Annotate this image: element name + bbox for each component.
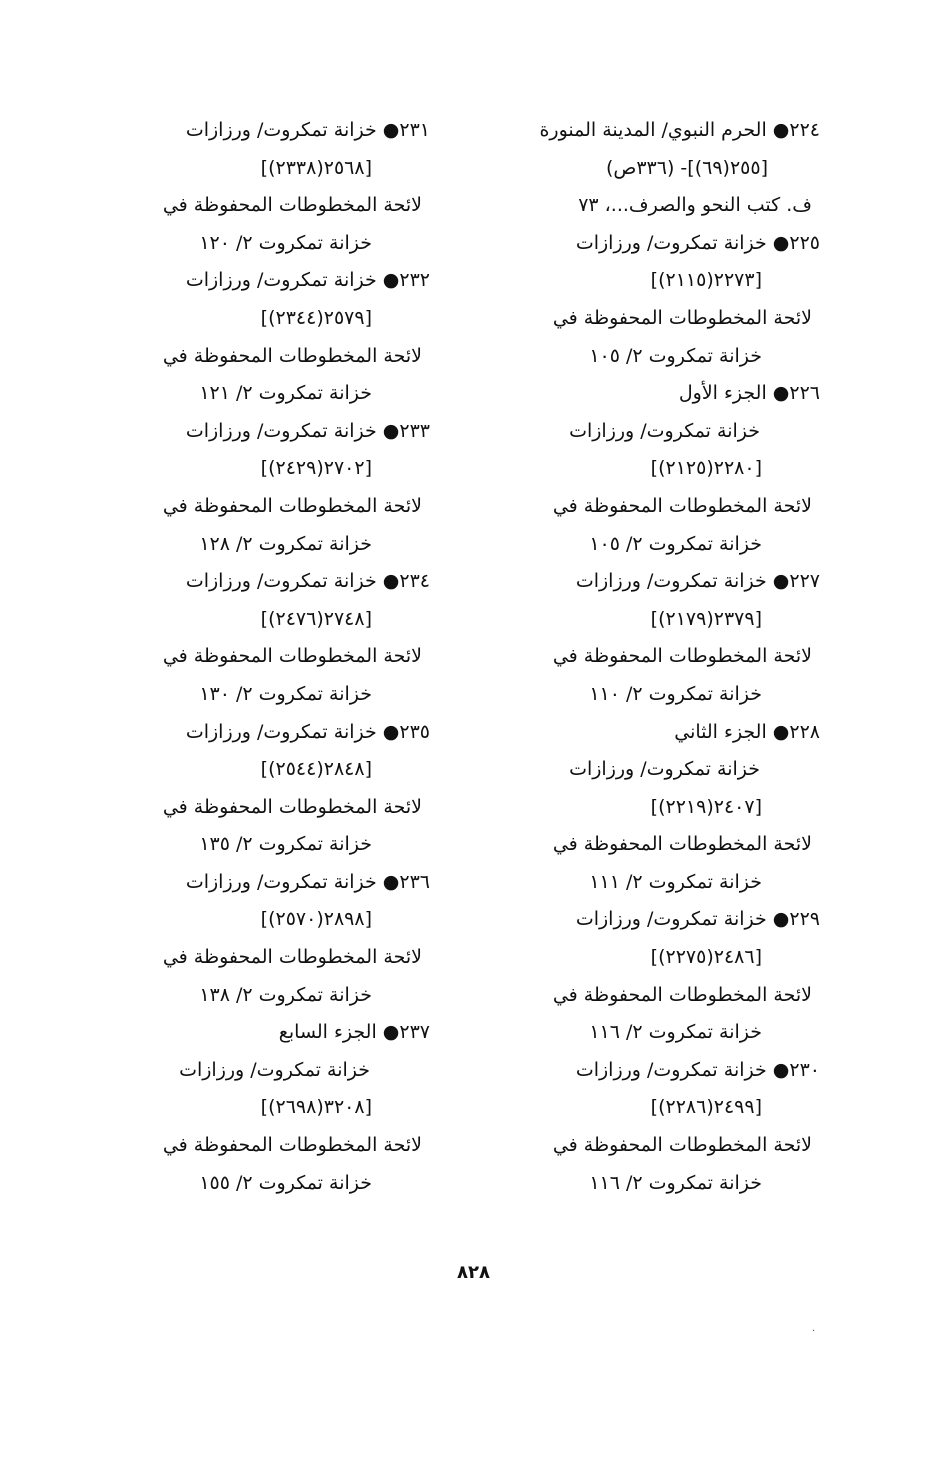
- catalog-entry-line: ف. كتب النحو والصرف...، ٧٣: [578, 194, 812, 217]
- catalog-entry-heading: ٢٣٧● الجزء السابع: [278, 1021, 430, 1044]
- catalog-entry-line: خزانة تمكروت/ ورزازات: [569, 758, 760, 781]
- catalog-entry-line: خزانة تمكروت ٢/ ١١٦: [589, 1021, 762, 1044]
- catalog-entry-heading: ٢٣١● خزانة تمكروت/ ورزازات: [185, 119, 430, 141]
- catalog-entry-line: لائحة المخطوطات المحفوظة في: [552, 645, 812, 668]
- catalog-entry-line: خزانة تمكروت/ ورزازات: [569, 419, 760, 442]
- catalog-entry-line: [٢٥٧٩(٢٣٤٤)]: [260, 306, 372, 329]
- catalog-entry-line: [٢٨٩٨(٢٥٧٠)]: [260, 908, 372, 931]
- catalog-entry-line: [٢٨٤٨(٢٥٤٤)]: [260, 758, 372, 781]
- catalog-entry-line: خزانة تمكروت ٢/ ١٣٨: [199, 983, 372, 1006]
- catalog-entry-line: خزانة تمكروت ٢/ ١١٦: [589, 1171, 762, 1194]
- catalog-entry-heading: ٢٣٤● خزانة تمكروت/ ورزازات: [185, 570, 430, 593]
- catalog-entry-line: [٢٥٥(٦٩)]- (٣٣٦ص): [605, 156, 768, 179]
- catalog-entry-heading: ٢٣٠● خزانة تمكروت/ ورزازات: [575, 1058, 820, 1081]
- catalog-entry-line: لائحة المخطوطات المحفوظة في: [162, 494, 422, 517]
- catalog-entry-line: لائحة المخطوطات المحفوظة في: [552, 833, 812, 856]
- catalog-entry-line: [٢٧٠٢(٢٤٢٩)]: [260, 457, 372, 480]
- catalog-entry-line: [٢٥٦٨(٢٣٣٨)]: [260, 156, 372, 179]
- catalog-entry-line: [٢٤٨٦(٢٢٧٥)]: [650, 946, 762, 969]
- catalog-entry-line: [٢٢٨٠(٢١٢٥)]: [650, 457, 762, 480]
- catalog-entry-line: لائحة المخطوطات المحفوظة في: [552, 1134, 812, 1157]
- catalog-entry-line: [٢٧٤٨(٢٤٧٦)]: [260, 607, 372, 630]
- catalog-entry-line: خزانة تمكروت ٢/ ١٢٠: [199, 231, 372, 254]
- catalog-entry-heading: ٢٢٧● خزانة تمكروت/ ورزازات: [575, 570, 820, 593]
- catalog-entry-line: خزانة تمكروت ٢/ ١٣٠: [199, 682, 372, 705]
- catalog-entry-line: خزانة تمكروت ٢/ ١٠٥: [589, 344, 762, 367]
- catalog-entry-line: [٢٤٩٩(٢٢٨٦)]: [650, 1096, 762, 1119]
- catalog-entry-line: لائحة المخطوطات المحفوظة في: [162, 194, 422, 217]
- catalog-entry-heading: ٢٣٦● خزانة تمكروت/ ورزازات: [185, 870, 430, 893]
- catalog-entry-heading: ٢٢٨● الجزء الثاني: [674, 720, 820, 743]
- catalog-entry-heading: ٢٢٩● خزانة تمكروت/ ورزازات: [575, 908, 820, 931]
- catalog-entry-line: خزانة تمكروت ٢/ ١١١: [589, 870, 762, 893]
- catalog-entry-line: خزانة تمكروت ٢/ ١١٠: [589, 682, 762, 705]
- catalog-entry-line: [٢٣٧٩(٢١٧٩)]: [650, 607, 762, 630]
- catalog-entry-heading: ٢٢٥● خزانة تمكروت/ ورزازات: [575, 231, 820, 254]
- catalog-entry-line: لائحة المخطوطات المحفوظة في: [552, 983, 812, 1006]
- catalog-entry-line: خزانة تمكروت ٢/ ١٥٥: [199, 1171, 372, 1194]
- catalog-entry-line: لائحة المخطوطات المحفوظة في: [162, 645, 422, 668]
- left-column: [90, 112, 430, 1202]
- catalog-entry-line: لائحة المخطوطات المحفوظة في: [162, 1134, 422, 1157]
- catalog-entry-heading: ٢٣٥● خزانة تمكروت/ ورزازات: [185, 720, 430, 743]
- catalog-entry-line: خزانة تمكروت ٢/ ١٠٥: [589, 532, 762, 555]
- catalog-entry-line: لائحة المخطوطات المحفوظة في: [552, 306, 812, 329]
- catalog-entry-heading: ٢٢٤● الحرم النبوي/ المدينة المنورة: [539, 119, 820, 141]
- catalog-entry-line: خزانة تمكروت ٢/ ١٣٥: [199, 833, 372, 856]
- catalog-entry-line: لائحة المخطوطات المحفوظة في: [552, 494, 812, 517]
- catalog-entry-line: لائحة المخطوطات المحفوظة في: [162, 795, 422, 818]
- catalog-entry-line: خزانة تمكروت/ ورزازات: [179, 1058, 370, 1081]
- catalog-entry-heading: ٢٣٢● خزانة تمكروت/ ورزازات: [185, 269, 430, 292]
- catalog-entry-line: [٢٢٧٣(٢١١٥)]: [650, 269, 762, 292]
- catalog-entry-line: [٢٤٠٧(٢٢١٩)]: [650, 795, 762, 818]
- catalog-entry-line: [٣٢٠٨(٢٦٩٨)]: [260, 1096, 372, 1119]
- catalog-entry-heading: ٢٢٦● الجزء الأول: [678, 382, 820, 405]
- right-column: [480, 112, 820, 1202]
- catalog-entry-line: لائحة المخطوطات المحفوظة في: [162, 946, 422, 969]
- catalog-entry-line: خزانة تمكروت ٢/ ١٢١: [199, 382, 372, 405]
- catalog-entry-line: خزانة تمكروت ٢/ ١٢٨: [199, 532, 372, 555]
- catalog-entry-heading: ٢٣٣● خزانة تمكروت/ ورزازات: [185, 419, 430, 442]
- catalog-entry-line: لائحة المخطوطات المحفوظة في: [162, 344, 422, 367]
- page-number: ٨٢٨: [457, 1262, 490, 1283]
- scan-speck: ·: [812, 1326, 816, 1337]
